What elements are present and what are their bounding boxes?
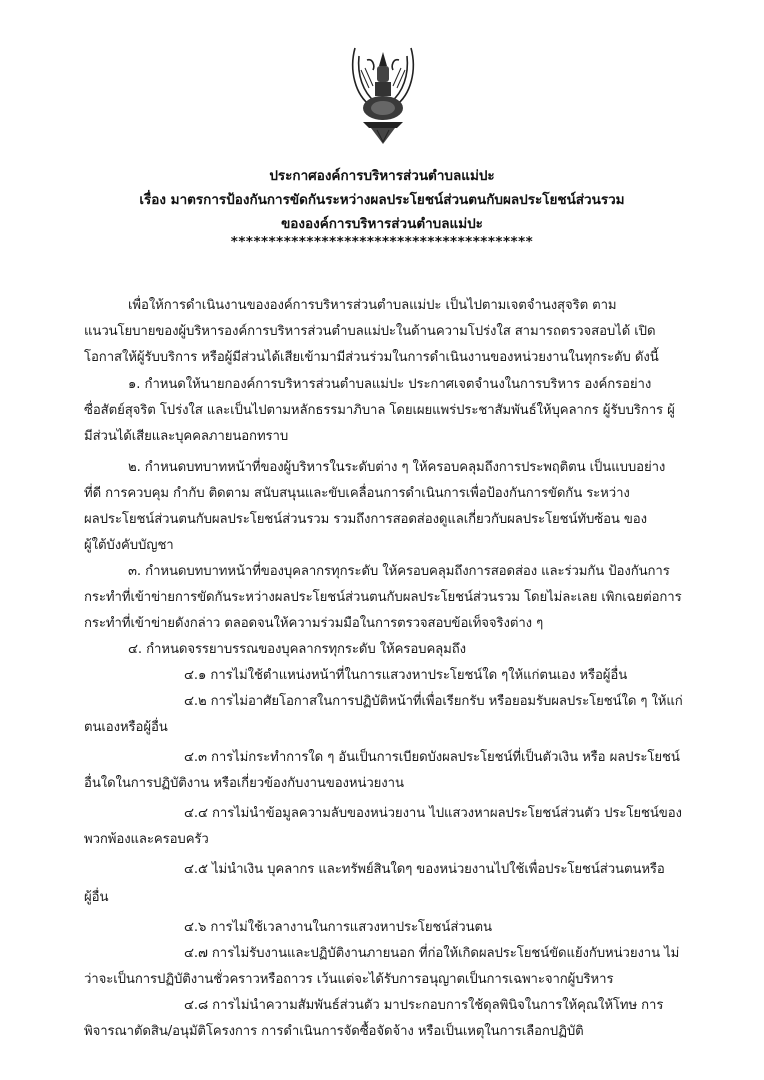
clause-1-line: ๑. กำหนดให้นายกองค์การบริหารส่วนตำบลแม่ปะ ประกาศเจตจำนงในการบริหาร องค์กรอย่าง <box>128 377 652 392</box>
clause-4-1-line: ๔.๑ การไม่ใช้ตำแหน่งหน้าที่ในการแสวงหาประโยชน์ใด ๆให้แก่ตนเอง หรือผู้อื่น <box>184 668 628 683</box>
separator-line: **************************************** <box>230 234 534 250</box>
clause-4-4-line: พวกพ้องและครอบครัว <box>84 832 209 847</box>
clause-4-5-line: ๔.๕ ไม่นำเงิน บุคลากร และทรัพย์สินใดๆ ของหน่วยงานไปใช้เพื่อประโยชน์ส่วนตนหรือ <box>184 862 665 877</box>
intro-paragraph-line: โอกาสให้ผู้รับบริการ หรือผู้มีส่วนได้เสียเข้ามามีส่วนร่วมในการดำเนินงานของหน่วยงานในทุกระดับ ดังนี้ <box>84 350 659 365</box>
clause-2-line: ผลประโยชน์ส่วนตนกับผลประโยชน์ส่วนรวม รวมถึงการสอดส่องดูแลเกี่ยวกับผลประโยชน์ทับซ้อน ของ <box>84 512 647 527</box>
clause-4-7-line: ๔.๗ การไม่รับงานและปฏิบัติงานภายนอก ที่ก่อให้เกิดผลประโยชน์ขัดแย้งกับหน่วยงาน ไม่ <box>184 946 680 961</box>
clause-1-line: มีส่วนได้เสียและบุคคลภายนอกทราบ <box>84 429 289 444</box>
clause-2-line: ที่ดี การควบคุม กำกับ ติดตาม สนับสนุนและขับเคลื่อนการดำเนินการเพื่อป้องกันการขัดกัน ระหว่าง <box>84 486 630 501</box>
clause-4-6-line: ๔.๖ การไม่ใช้เวลางานในการแสวงหาประโยชน์ส่วนตน <box>184 920 492 935</box>
clause-4-8-line: พิจารณาตัดสิน/อนุมัติโครงการ การดำเนินการจัดซื้อจัดจ้าง หรือเป็นเหตุในการเลือกปฏิบัติ <box>84 1024 584 1039</box>
announcement-organization: ขององค์การบริหารส่วนตำบลแม่ปะ <box>281 216 483 232</box>
clause-4-5-line: ผู้อื่น <box>84 890 109 905</box>
intro-paragraph-line: แนวนโยบายของผู้บริหารองค์การบริหารส่วนตำบลแม่ปะในด้านความโปร่งใส สามารถตรวจสอบได้ เปิด <box>84 324 656 339</box>
clause-4-line: ๔. กำหนดจรรยาบรรณของบุคลากรทุกระดับ ให้ครอบคลุมถึง <box>128 642 466 657</box>
clause-4-2-line: ๔.๒ การไม่อาศัยโอกาสในการปฏิบัติหน้าที่เพื่อเรียกรับ หรือยอมรับผลประโยชน์ใด ๆ ให้แก่ <box>184 694 683 709</box>
clause-2-line: ๒. กำหนดบทบาทหน้าที่ของผู้บริหารในระดับต่าง ๆ ให้ครอบคลุมถึงการประพฤติตน เป็นแบบอย่าง <box>128 460 666 475</box>
clause-1-line: ซื่อสัตย์สุจริต โปร่งใส และเป็นไปตามหลักธรรมาภิบาล โดยเผยแพร่ประชาสัมพันธ์ให้บุคลากร ผู้รับบริการ ผู้ <box>84 403 675 418</box>
intro-paragraph-line: เพื่อให้การดำเนินงานขององค์การบริหารส่วนตำบลแม่ปะ เป็นไปตามเจตจำนงสุจริต ตาม <box>128 298 617 313</box>
clause-3-line: กระทำที่เข้าข่ายการขัดกันระหว่างผลประโยชน์ส่วนตนกับผลประโยชน์ส่วนรวม โดยไม่ละเลย เพิกเฉยต่อการ <box>84 590 682 605</box>
clause-4-4-line: ๔.๔ การไม่นำข้อมูลความลับของหน่วยงาน ไปแสวงหาผลประโยชน์ส่วนตัว ประโยชน์ของ <box>184 806 682 821</box>
clause-3-line: กระทำที่เข้าข่ายดังกล่าว ตลอดจนให้ความร่วมมือในการตรวจสอบข้อเท็จจริงต่าง ๆ <box>84 616 544 631</box>
clause-3-line: ๓. กำหนดบทบาทหน้าที่ของบุคลากรทุกระดับ ให้ครอบคลุมถึงการสอดส่อง และร่วมกัน ป้องกันการ <box>128 564 670 579</box>
clause-4-8-line: ๔.๘ การไม่นำความสัมพันธ์ส่วนตัว มาประกอบการใช้ดุลพินิจในการให้คุณให้โทษ การ <box>184 998 664 1013</box>
clause-4-7-line: ว่าจะเป็นการปฏิบัติงานชั่วคราวหรือถาวร เว้นแต่จะได้รับการอนุญาตเป็นการเฉพาะจากผู้บริหาร <box>84 972 614 987</box>
clause-2-line: ผู้ใต้บังคับบัญชา <box>84 538 174 553</box>
announcement-subject: เรื่อง มาตรการป้องกันการขัดกันระหว่างผลประโยชน์ส่วนตนกับผลประโยชน์ส่วนรวม <box>139 192 625 208</box>
garuda-emblem-icon <box>347 40 419 150</box>
clause-4-3-line: อื่นใดในการปฏิบัติงาน หรือเกี่ยวข้องกับงานของหน่วยงาน <box>84 776 404 791</box>
announcement-title: ประกาศองค์การบริหารส่วนตำบลแม่ปะ <box>269 168 495 184</box>
clause-4-3-line: ๔.๓ การไม่กระทำการใด ๆ อันเป็นการเบียดบังผลประโยชน์ที่เป็นตัวเงิน หรือ ผลประโยชน์ <box>184 750 680 765</box>
clause-4-2-line: ตนเองหรือผู้อื่น <box>84 720 168 735</box>
